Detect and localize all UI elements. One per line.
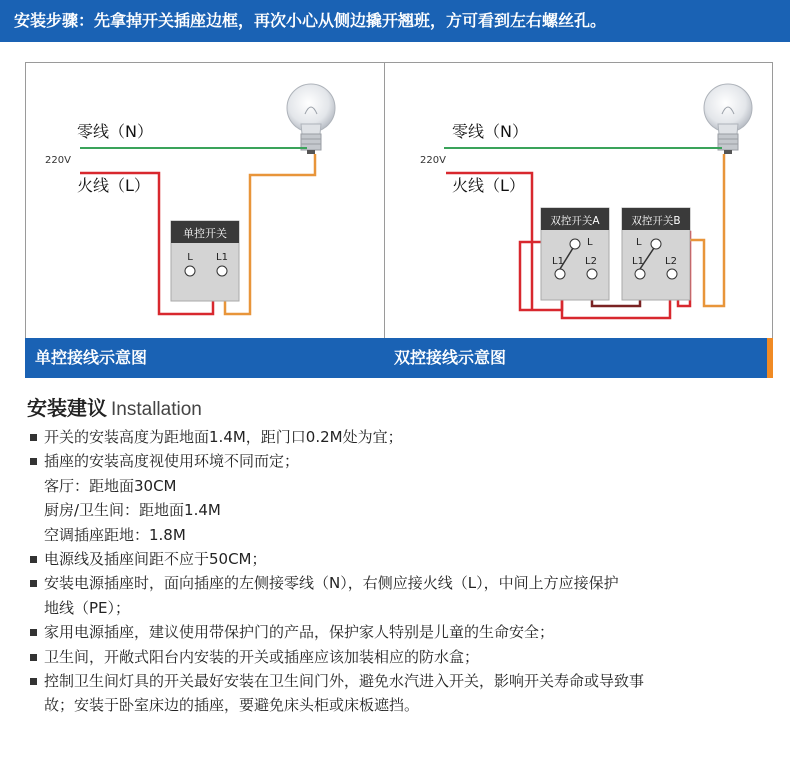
b-common-label: L <box>636 237 642 248</box>
neutral-label: 零线（N） <box>452 122 528 141</box>
a-l1-label: L1 <box>552 256 564 267</box>
list-item: 卫生间，开敞式阳台内安装的开关或插座应该加装相应的防水盒； <box>30 645 775 669</box>
switch-b-title: 双控开关B <box>631 215 681 227</box>
voltage-label: 220V <box>420 155 446 166</box>
switch-a-title: 双控开关A <box>550 215 600 227</box>
list-item-detail: 客厅：距地面30CM <box>44 476 177 495</box>
live-label: 火线（L） <box>452 176 525 195</box>
terminal-l1: L1 <box>216 252 228 263</box>
install-heading <box>27 392 202 421</box>
a-l2-label: L2 <box>585 256 597 267</box>
list-item: 插座的安装高度视使用环境不同而定； <box>30 449 775 473</box>
list-item-detail: 空调插座距地：1.8M <box>44 525 186 544</box>
install-title: 安装建议 <box>27 396 107 420</box>
install-subtitle: Installation <box>111 399 202 420</box>
list-item-detail: 厨房/卫生间：距地面1.4M <box>44 501 221 520</box>
b-l1-label: L1 <box>632 256 644 267</box>
single-control-svg <box>25 62 415 380</box>
single-control-diagram <box>25 62 415 380</box>
top-banner <box>0 0 790 42</box>
single-caption <box>25 338 414 378</box>
list-item: 控制卫生间灯具的开关最好安装在卫生间门外，避免水汽进入开关，影响开关寿命或导致事 <box>30 669 775 693</box>
double-caption-text: 双控接线示意图 <box>394 348 507 367</box>
caption-stripe <box>767 338 773 378</box>
voltage-label: 220V <box>45 155 71 166</box>
double-caption <box>384 338 773 378</box>
list-item: 家用电源插座，建议使用带保护门的产品，保护家人特别是儿童的生命安全； <box>30 620 775 644</box>
list-item: 电源线及插座间距不应于50CM； <box>30 547 775 571</box>
a-common-label: L <box>587 237 593 248</box>
single-caption-text: 单控接线示意图 <box>35 348 148 367</box>
terminal-l: L <box>187 252 193 263</box>
list-item-detail: 故；安装于卧室床边的插座，要避免床头柜或床板遮挡。 <box>44 696 420 715</box>
switch-title: 单控开关 <box>183 227 227 240</box>
banner-text: 安装步骤：先拿掉开关插座边框，再次小心从侧边撬开翘班，方可看到左右螺丝孔。 <box>14 11 607 30</box>
b-l2-label: L2 <box>665 256 677 267</box>
double-control-diagram <box>384 62 774 380</box>
install-list <box>30 425 775 718</box>
live-label: 火线（L） <box>77 176 150 195</box>
list-item: 开关的安装高度为距地面1.4M，距门口0.2M处为宜； <box>30 425 775 449</box>
list-item: 安装电源插座时，面向插座的左侧接零线（N），右侧应接火线（L），中间上方应接保护 <box>30 571 775 595</box>
list-item-detail: 地线（PE）； <box>44 598 131 617</box>
neutral-label: 零线（N） <box>77 122 153 141</box>
double-control-svg <box>384 62 774 380</box>
